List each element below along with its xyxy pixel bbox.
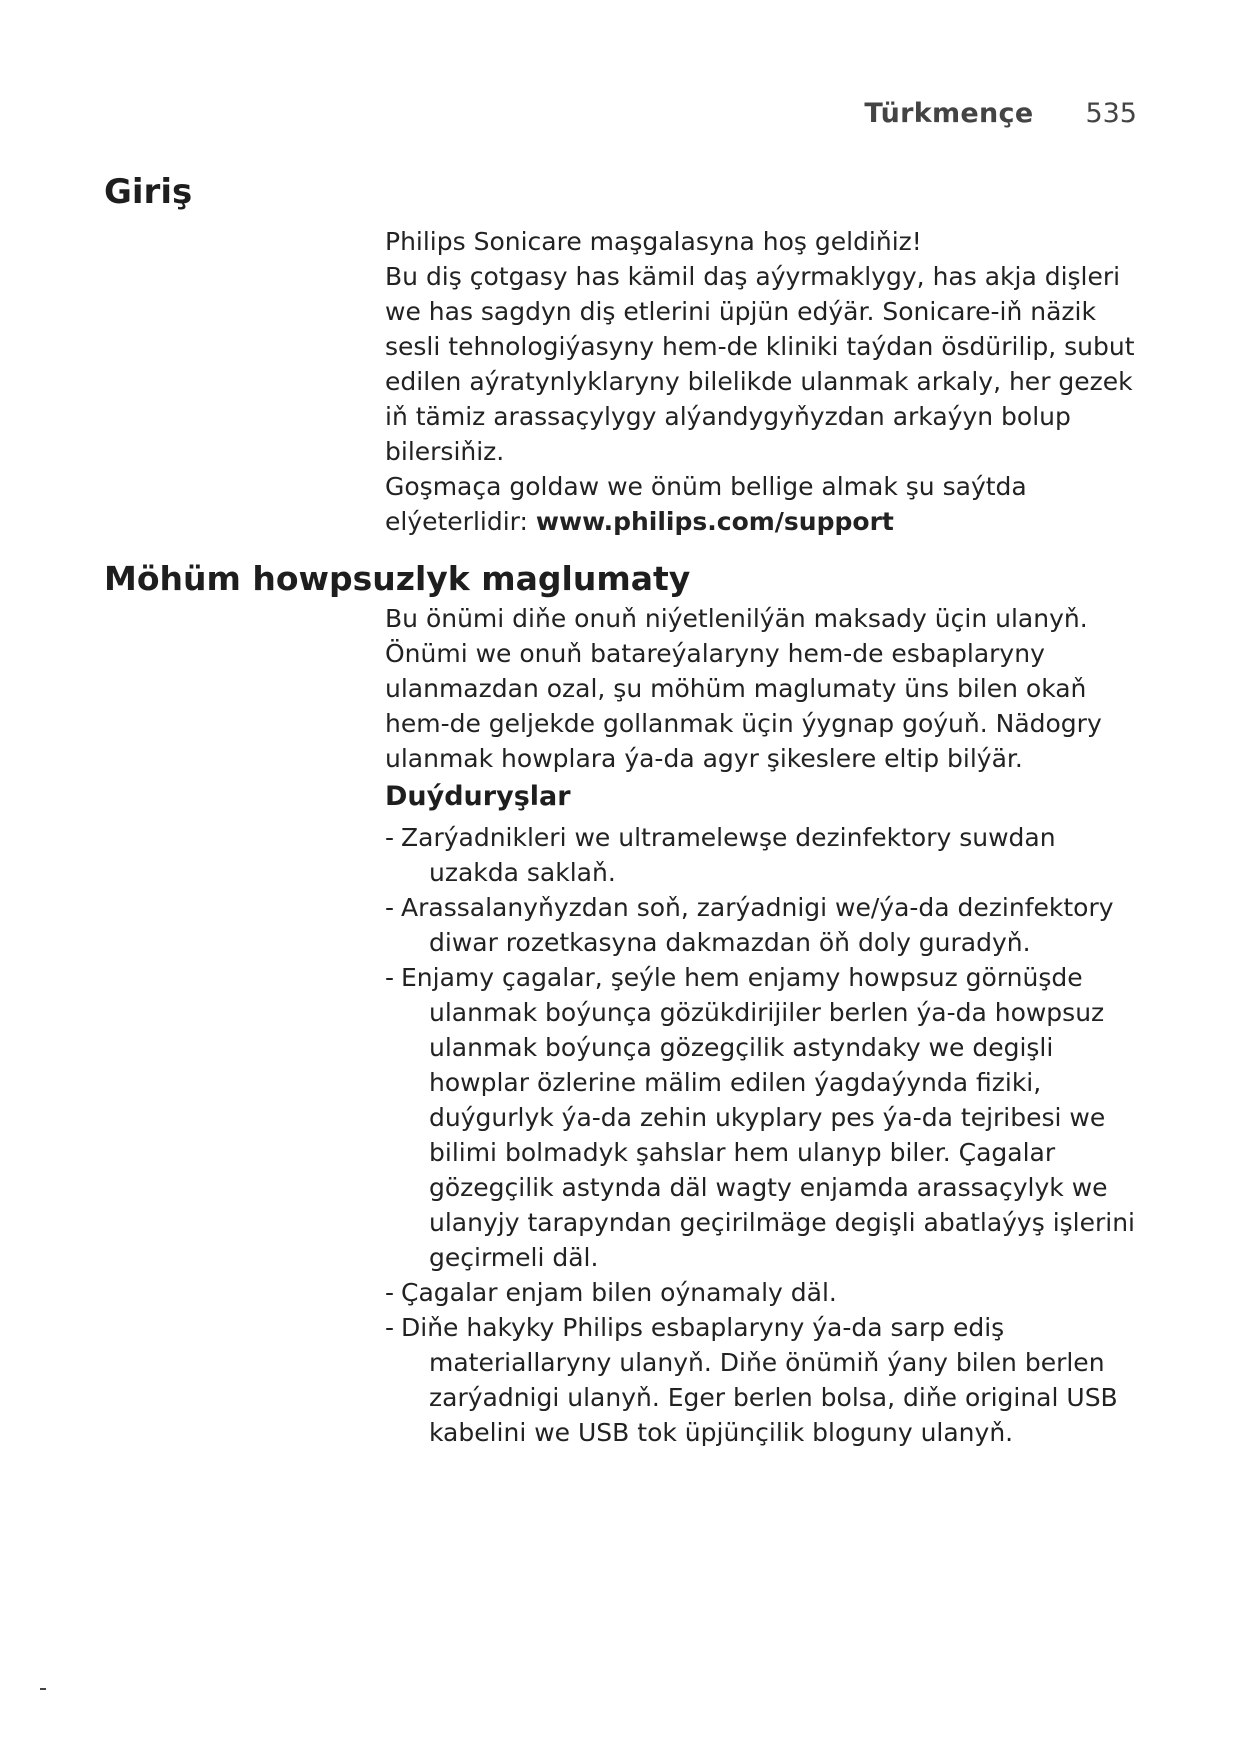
page-number: 535 (1085, 98, 1137, 129)
header-language: Türkmençe (864, 98, 1034, 129)
welcome-text: Philips Sonicare maşgalasyna hoş geldiňiz! (385, 227, 922, 256)
introduction-block (385, 224, 1145, 539)
list-item (385, 1310, 1145, 1450)
introduction-paragraph: Bu diş çotgasy has kämil daş aýyrmaklygy, has akja dişleri we has sagdyn diş etlerini üpjün edýär. Sonicare-iň näzik sesli tehnologiýasyny hem-de kliniki taýdan ösdürilip, subut edilen aýratynlyklaryny bilelikde ulanmak arkaly, her gezek iň tämiz arassaçylygy alýandygyňyzdan arkaýyn bolup bilersiňiz. (385, 262, 1135, 466)
warning-text: Diňe hakyky Philips esbaplaryny ýa-da sarp ediş materiallaryny ulanyň. Diňe önümiň ýany bilen berlen zarýadnigi ulanyň. Eger berlen bolsa, diňe original USB kabelini we USB tok üpjünçilik bloguny ulanyň. (401, 1313, 1118, 1447)
dash-marker: - (385, 1313, 395, 1342)
support-paragraph (385, 469, 1145, 539)
section-title-safety: Möhüm howpsuzlyk maglumaty (104, 559, 691, 598)
safety-paragraph: Bu önümi diňe onuň niýetlenilýän maksady üçin ulanyň. Önümi we onuň batareýalaryny hem-de esbaplaryny ulanmazdan ozal, şu möhüm maglumaty üns bilen okaň hem-de geljekde gollanmak üçin ýygnap goýuň. Nädogry ulanmak howplara ýa-da agyr şikeslere eltip bilýär. (385, 604, 1102, 773)
warning-text: Çagalar enjam bilen oýnamaly däl. (401, 1278, 837, 1307)
dash-marker: - (385, 963, 395, 992)
warning-text: Zarýadnikleri we ultramelewşe dezinfektory suwdan uzakda saklaň. (401, 823, 1056, 887)
dash-marker: - (385, 893, 395, 922)
list-item (385, 890, 1145, 960)
warning-text: Arassalanyňyzdan soň, zarýadnigi we/ýa-da dezinfektory diwar rozetkasyna dakmazdan öň doly guradyň. (401, 893, 1114, 957)
page-header (864, 98, 1137, 129)
list-item (385, 960, 1145, 1275)
warnings-list (385, 820, 1145, 1450)
dash-marker: - (385, 1278, 395, 1307)
safety-block (385, 601, 1145, 1450)
support-url: www.philips.com/support (535, 507, 894, 536)
section-title-introduction: Giriş (104, 172, 193, 212)
list-item (385, 820, 1145, 890)
warning-text: Enjamy çagalar, şeýle hem enjamy howpsuz görnüşde ulanmak boýunça gözükdirijiler berlen ýa-da howpsuz ulanmak boýunça gözegçilik astyndaky we degişli howplar özlerine mälim edilen ýagdaýynda fiziki, duýgurlyk ýa-da zehin ukyplary pes ýa-da tejribesi we bilimi bolmadyk şahslar hem ulanyp biler. Çagalar gözegçilik astynda däl wagty enjamda arassaçylyk we ulanyjy tarapyndan geçirilmäge degişli abatlaýyş işlerini geçirmeli däl. (401, 963, 1136, 1272)
warnings-heading: Duýduryşlar (385, 781, 571, 812)
support-text: Goşmaça goldaw we önüm bellige almak şu saýtda elýeterlidir: (385, 472, 1027, 536)
list-item (385, 1275, 1145, 1310)
footer-mark (40, 1688, 46, 1690)
dash-marker: - (385, 823, 395, 852)
